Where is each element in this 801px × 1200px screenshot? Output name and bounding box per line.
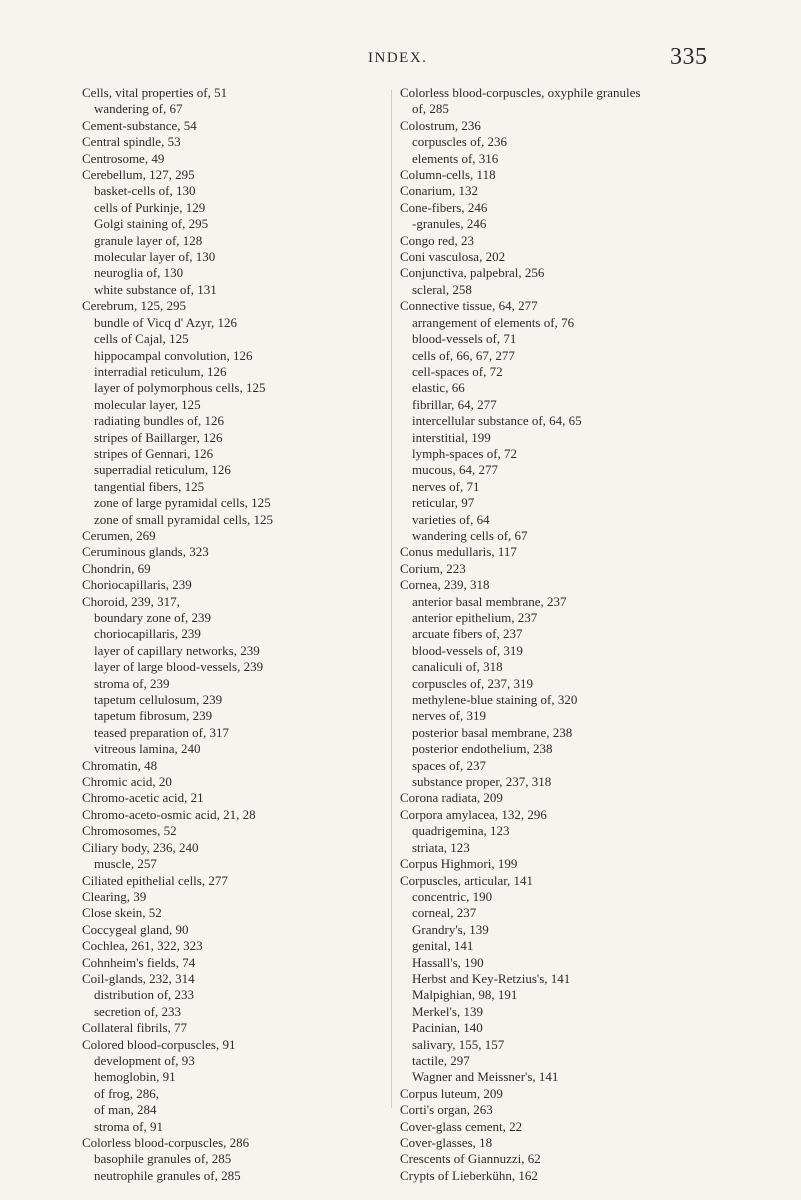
index-subentry: nerves of, 71 <box>412 478 480 494</box>
index-entry: Cohnheim's fields, 74 <box>82 954 196 970</box>
index-subentry: stroma of, 239 <box>94 675 170 691</box>
index-subentry: corpuscles of, 236 <box>412 134 507 150</box>
index-subentry: wandering of, 67 <box>94 101 183 117</box>
index-entry: Coccygeal gland, 90 <box>82 921 189 937</box>
index-entry: Cover-glasses, 18 <box>400 1135 493 1150</box>
index-entry: Coni vasculosa, 202 <box>400 249 506 265</box>
index-subentry: varieties of, 64 <box>412 511 490 527</box>
index-subentry: Hassall's, 190 <box>412 954 484 970</box>
index-subentry: wandering cells of, 67 <box>412 527 528 543</box>
index-subentry: tactile, 297 <box>412 1052 470 1068</box>
index-subentry: stroma of, 91 <box>94 1118 163 1134</box>
index-subentry: -granules, 246 <box>412 216 487 232</box>
index-entry: Corona radiata, 209 <box>400 790 503 806</box>
index-entry: Ceruminous glands, 323 <box>82 544 209 560</box>
index-column-left <box>82 85 382 1184</box>
column-divider <box>391 90 392 1108</box>
index-entry: Corpuscles, articular, 141 <box>400 872 534 888</box>
index-entry: Ciliary body, 236, 240 <box>82 839 199 855</box>
index-subentry: Golgi staining of, 295 <box>94 216 209 232</box>
index-subentry: layer of large blood-vessels, 239 <box>94 659 264 675</box>
index-subentry: zone of small pyramidal cells, 125 <box>94 511 274 527</box>
index-subentry: molecular layer, 125 <box>94 396 201 412</box>
index-column-right <box>400 85 735 1184</box>
index-subentry: neutrophile granules of, 285 <box>94 1167 241 1183</box>
index-subentry: arrangement of elements of, 76 <box>412 314 575 330</box>
index-entry: Conjunctiva, palpebral, 256 <box>400 265 545 281</box>
index-subentry: Merkel's, 139 <box>412 1003 483 1019</box>
index-entry: Chondrin, 69 <box>82 560 151 576</box>
index-subentry: bundle of Vicq d' Azyr, 126 <box>94 314 238 330</box>
page-number: 335 <box>670 44 708 70</box>
index-subentry: hippocampal convolution, 126 <box>94 347 253 363</box>
index-subentry: genital, 141 <box>412 938 474 954</box>
index-subentry: development of, 93 <box>94 1052 195 1068</box>
index-subentry: salivary, 155, 157 <box>412 1036 505 1052</box>
index-entry: Cochlea, 261, 322, 323 <box>82 938 203 954</box>
index-subentry: molecular layer of, 130 <box>94 249 216 265</box>
index-subentry: white substance of, 131 <box>94 281 217 297</box>
index-subentry: lymph-spaces of, 72 <box>412 445 518 461</box>
index-subentry: fibrillar, 64, 277 <box>412 396 497 412</box>
index-subentry: posterior basal membrane, 238 <box>412 724 573 740</box>
index-entry: Corium, 223 <box>400 560 466 576</box>
index-subentry: interstitial, 199 <box>412 429 491 445</box>
index-subentry: blood-vessels of, 71 <box>412 331 517 347</box>
running-head: INDEX. <box>368 50 428 66</box>
index-entry: Centrosome, 49 <box>82 150 165 166</box>
index-entry: Cement-substance, 54 <box>82 117 197 133</box>
index-subentry: scleral, 258 <box>412 281 472 297</box>
index-subentry: choriocapillaris, 239 <box>94 626 201 642</box>
index-subentry: radiating bundles of, 126 <box>94 413 224 429</box>
index-entry: Corti's organ, 263 <box>400 1102 493 1118</box>
index-entry: Chromo-acetic acid, 21 <box>82 790 204 806</box>
index-subentry: mucous, 64, 277 <box>412 462 498 478</box>
index-subentry: stripes of Gennari, 126 <box>94 445 214 461</box>
index-subentry: vitreous lamina, 240 <box>94 741 201 757</box>
index-subentry: blood-vessels of, 319 <box>412 642 523 658</box>
index-subentry: interradial reticulum, 126 <box>94 363 227 379</box>
index-subentry: secretion of, 233 <box>94 1003 182 1019</box>
index-entry: Corpora amylacea, 132, 296 <box>400 806 547 822</box>
index-entry: Central spindle, 53 <box>82 134 181 150</box>
index-subentry: zone of large pyramidal cells, 125 <box>94 495 271 511</box>
index-entry: Coil-glands, 232, 314 <box>82 970 195 986</box>
index-subentry: cells of, 66, 67, 277 <box>412 347 515 363</box>
index-subentry: substance proper, 237, 318 <box>412 774 552 790</box>
index-subentry: of, 285 <box>412 101 449 117</box>
index-entry: Cerebellum, 127, 295 <box>82 167 195 183</box>
index-entry: Conus medullaris, 117 <box>400 544 517 560</box>
index-subentry: elastic, 66 <box>412 380 465 396</box>
index-entry: Choroid, 239, 317, <box>82 593 180 609</box>
index-entry: Colostrum, 236 <box>400 117 481 133</box>
index-subentry: Grandry's, 139 <box>412 921 489 937</box>
index-entry: Column-cells, 118 <box>400 167 496 183</box>
index-entry: Colorless blood-corpuscles, 286 <box>82 1135 250 1150</box>
index-subentry: layer of polymorphous cells, 125 <box>94 380 266 396</box>
index-entry: Choriocapillaris, 239 <box>82 577 192 593</box>
index-subentry: stripes of Baillarger, 126 <box>94 429 223 445</box>
index-subentry: posterior endothelium, 238 <box>412 741 553 757</box>
index-subentry: layer of capillary networks, 239 <box>94 642 260 658</box>
index-subentry: Herbst and Key-Retzius's, 141 <box>412 970 571 986</box>
index-subentry: cells of Cajal, 125 <box>94 331 189 347</box>
index-subentry: Wagner and Meissner's, 141 <box>412 1069 559 1085</box>
index-entry: Colorless blood-corpuscles, oxyphile granules <box>400 85 641 100</box>
index-subentry: superradial reticulum, 126 <box>94 462 231 478</box>
index-entry: Crypts of Lieberkühn, 162 <box>400 1167 538 1183</box>
index-entry: Crescents of Giannuzzi, 62 <box>400 1151 541 1167</box>
index-subentry: cells of Purkinje, 129 <box>94 199 206 215</box>
index-subentry: muscle, 257 <box>94 856 157 872</box>
index-subentry: spaces of, 237 <box>412 757 487 773</box>
index-subentry: basket-cells of, 130 <box>94 183 196 199</box>
index-subentry: corneal, 237 <box>412 905 477 921</box>
index-subentry: intercellular substance of, 64, 65 <box>412 413 582 429</box>
index-entry: Clearing, 39 <box>82 888 147 904</box>
index-entry: Cerebrum, 125, 295 <box>82 298 186 314</box>
index-subentry: basophile granules of, 285 <box>94 1151 232 1167</box>
index-subentry: of frog, 286, <box>94 1085 159 1101</box>
index-subentry: granule layer of, 128 <box>94 232 203 248</box>
index-subentry: cell-spaces of, 72 <box>412 363 503 379</box>
index-subentry: anterior epithelium, 237 <box>412 610 538 625</box>
index-entry: Corpus luteum, 209 <box>400 1085 503 1101</box>
index-subentry: anterior basal membrane, 237 <box>412 593 567 609</box>
index-subentry: concentric, 190 <box>412 888 493 904</box>
index-subentry: Pacinian, 140 <box>412 1020 483 1036</box>
index-entry: Chromosomes, 52 <box>82 823 177 839</box>
index-entry: Cerumen, 269 <box>82 527 156 543</box>
index-entry: Conarium, 132 <box>400 183 478 199</box>
index-entry: Corpus Highmori, 199 <box>400 856 518 872</box>
index-subentry: Malpighian, 98, 191 <box>412 987 518 1003</box>
index-entry: Cells, vital properties of, 51 <box>82 85 228 100</box>
index-subentry: canaliculi of, 318 <box>412 659 503 675</box>
page-header <box>0 44 801 78</box>
index-subentry: tapetum fibrosum, 239 <box>94 708 213 724</box>
index-subentry: reticular, 97 <box>412 495 475 511</box>
index-subentry: distribution of, 233 <box>94 987 195 1003</box>
index-entry: Cornea, 239, 318 <box>400 577 490 593</box>
index-entry: Cover-glass cement, 22 <box>400 1118 523 1134</box>
index-subentry: elements of, 316 <box>412 150 499 166</box>
index-entry: Close skein, 52 <box>82 905 162 921</box>
index-entry: Chromic acid, 20 <box>82 774 172 790</box>
index-subentry: tangential fibers, 125 <box>94 478 205 494</box>
index-subentry: corpuscles of, 237, 319 <box>412 675 533 691</box>
index-entry: Chromo-aceto-osmic acid, 21, 28 <box>82 806 256 822</box>
index-subentry: striata, 123 <box>412 839 470 855</box>
index-entry: Ciliated epithelial cells, 277 <box>82 872 228 888</box>
index-subentry: of man, 284 <box>94 1102 157 1118</box>
index-subentry: quadrigemina, 123 <box>412 823 510 839</box>
index-subentry: neuroglia of, 130 <box>94 265 184 281</box>
index-subentry: arcuate fibers of, 237 <box>412 626 523 642</box>
index-subentry: boundary zone of, 239 <box>94 610 211 625</box>
index-entry: Connective tissue, 64, 277 <box>400 298 538 314</box>
index-entry: Chromatin, 48 <box>82 757 158 773</box>
index-subentry: teased preparation of, 317 <box>94 724 230 740</box>
index-entry: Cone-fibers, 246 <box>400 199 488 215</box>
index-entry: Congo red, 23 <box>400 232 475 248</box>
index-subentry: methylene-blue staining of, 320 <box>412 692 578 708</box>
index-subentry: tapetum cellulosum, 239 <box>94 692 223 708</box>
index-entry: Collateral fibrils, 77 <box>82 1020 188 1036</box>
index-subentry: nerves of, 319 <box>412 708 487 724</box>
index-entry: Colored blood-corpuscles, 91 <box>82 1036 236 1052</box>
index-subentry: hemoglobin, 91 <box>94 1069 176 1085</box>
